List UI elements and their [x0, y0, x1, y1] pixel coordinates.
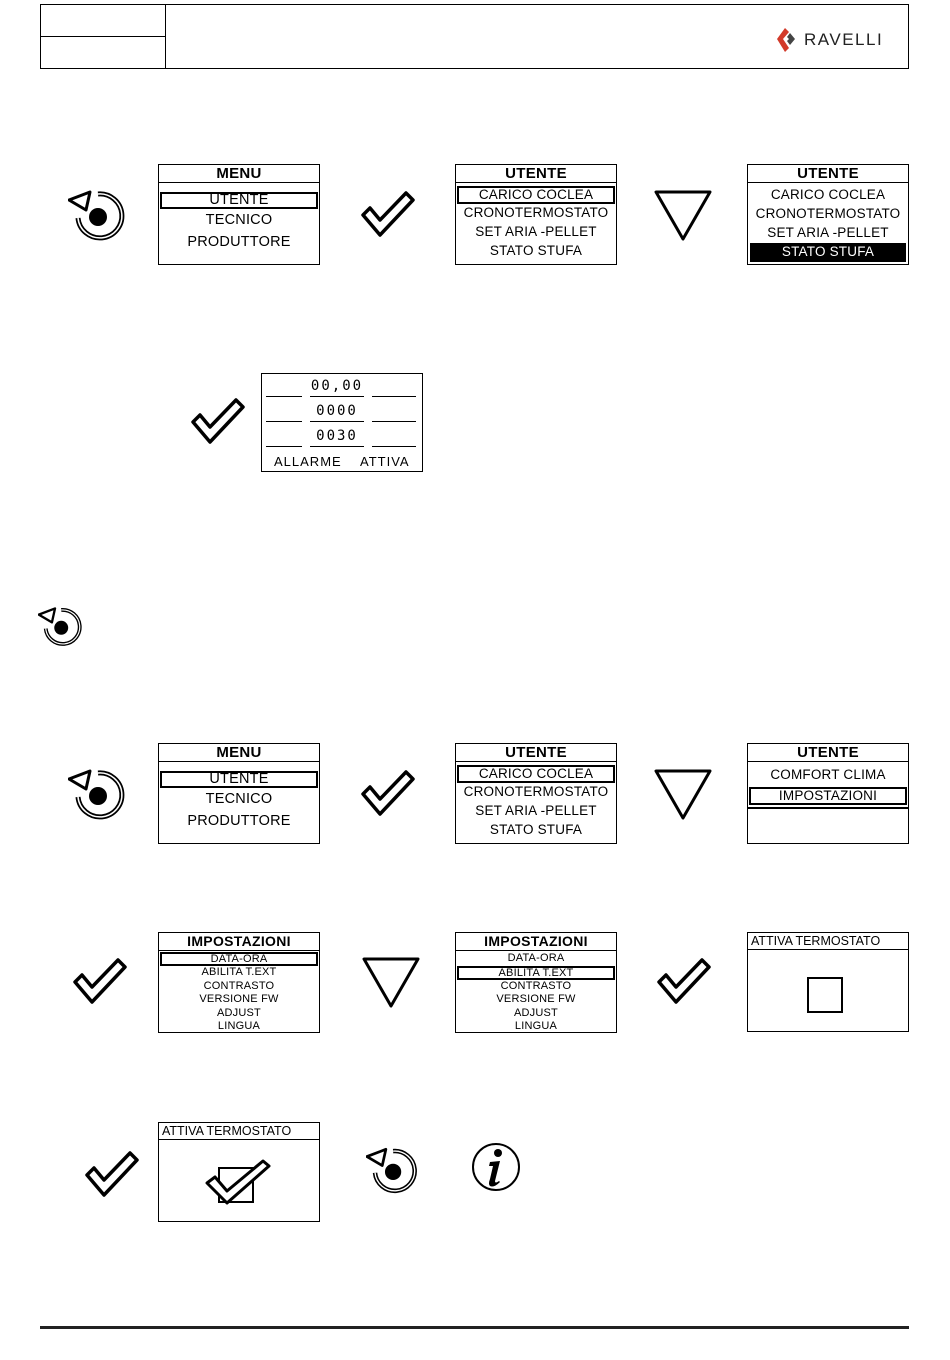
menu-item-cronotermostato[interactable]: CRONOTERMOSTATO [463, 205, 609, 220]
info-icon [470, 1141, 522, 1193]
menu-item-versione-fw[interactable]: VERSIONE FW [496, 993, 576, 1006]
utente-screen-stato [747, 164, 909, 265]
utente-screen [455, 164, 617, 265]
back-rotate-icon[interactable] [366, 1145, 422, 1197]
menu-item-cronotermostato[interactable]: CRONOTERMOSTATO [755, 206, 901, 221]
menu-item-carico-coclea[interactable]: CARICO COCLEA [457, 765, 615, 783]
divider [266, 421, 302, 422]
menu-item-tecnico[interactable]: TECNICO [205, 791, 273, 807]
screen-title: UTENTE [748, 165, 908, 183]
menu-item-adjust[interactable]: ADJUST [217, 1006, 261, 1019]
footer-line [40, 1326, 909, 1329]
menu-item-tecnico[interactable]: TECNICO [205, 212, 273, 228]
menu-item-stato-stufa[interactable]: STATO STUFA [750, 243, 906, 262]
checkmark-icon[interactable] [84, 1150, 140, 1200]
brand-logo [776, 27, 883, 53]
menu-item-cronotermostato[interactable]: CRONOTERMOSTATO [463, 784, 609, 799]
menu-screen [158, 743, 320, 844]
stato-value-3: 0030 [316, 428, 358, 444]
down-triangle-icon[interactable] [362, 957, 420, 1009]
menu-item-carico-coclea[interactable]: CARICO COCLEA [457, 186, 615, 204]
brand-name: RAVELLI [804, 30, 884, 49]
impostazioni-screen [455, 932, 617, 1033]
menu-item-abilita-text[interactable]: ABILITA T.EXT [457, 966, 615, 980]
divider [310, 446, 364, 447]
divider [266, 446, 302, 447]
menu-item-lingua[interactable]: LINGUA [217, 1020, 261, 1033]
screen-title: MENU [159, 744, 319, 762]
impostazioni-screen [158, 932, 320, 1033]
back-rotate-icon[interactable] [68, 767, 130, 823]
checkmark-icon[interactable] [72, 957, 128, 1007]
menu-item-contrasto[interactable]: CONTRASTO [203, 979, 275, 992]
menu-item-set-aria-pellet[interactable]: SET ARIA -PELLET [475, 803, 597, 818]
screen-title: UTENTE [456, 744, 616, 762]
checkmark-icon[interactable] [190, 397, 246, 447]
header-cell-top [40, 4, 166, 37]
divider [266, 396, 302, 397]
brand-mark-icon [776, 27, 796, 53]
stato-stufa-screen [261, 373, 423, 472]
utente-screen-impostazioni [747, 743, 909, 844]
menu-item-utente[interactable]: UTENTE [160, 192, 318, 209]
menu-item-utente[interactable]: UTENTE [160, 771, 318, 788]
menu-item-stato-stufa[interactable]: STATO STUFA [489, 822, 583, 837]
menu-item-contrasto[interactable]: CONTRASTO [500, 979, 572, 992]
menu-item-produttore[interactable]: PRODUTTORE [187, 813, 291, 829]
thermostat-screen-on [158, 1122, 320, 1222]
back-rotate-icon[interactable] [68, 188, 130, 244]
divider [372, 446, 416, 447]
screen-title: UTENTE [748, 744, 908, 762]
menu-item-produttore[interactable]: PRODUTTORE [187, 234, 291, 250]
screen-title: IMPOSTAZIONI [159, 933, 319, 951]
divider [372, 421, 416, 422]
menu-item-versione-fw[interactable]: VERSIONE FW [199, 993, 279, 1006]
stato-value-2: 0000 [316, 403, 358, 419]
divider [748, 807, 908, 809]
screen-title: IMPOSTAZIONI [456, 933, 616, 951]
down-triangle-icon[interactable] [654, 769, 712, 821]
menu-item-data-ora[interactable]: DATA-ORA [507, 952, 565, 964]
header-cell-bottom [40, 36, 166, 69]
stato-allarme-label: ALLARME [274, 454, 342, 469]
checkmark-icon[interactable] [360, 769, 416, 819]
divider [310, 396, 364, 397]
menu-item-adjust[interactable]: ADJUST [514, 1006, 558, 1019]
screen-title: ATTIVA TERMOSTATO [748, 933, 908, 950]
thermostat-checkbox[interactable] [807, 977, 843, 1013]
divider [372, 396, 416, 397]
down-triangle-icon[interactable] [654, 190, 712, 242]
menu-item-stato-stufa[interactable]: STATO STUFA [489, 243, 583, 258]
utente-screen [455, 743, 617, 844]
back-rotate-icon[interactable] [38, 604, 86, 650]
screen-title: ATTIVA TERMOSTATO [159, 1123, 319, 1140]
menu-item-set-aria-pellet[interactable]: SET ARIA -PELLET [767, 225, 889, 240]
menu-item-lingua[interactable]: LINGUA [514, 1020, 558, 1033]
stato-attiva-label: ATTIVA [360, 454, 410, 469]
checkmark-icon[interactable] [360, 190, 416, 240]
screen-title: UTENTE [456, 165, 616, 183]
checked-tick-icon [205, 1159, 271, 1207]
menu-item-set-aria-pellet[interactable]: SET ARIA -PELLET [475, 224, 597, 239]
menu-item-abilita-text[interactable]: ABILITA T.EXT [201, 966, 277, 978]
menu-item-data-ora[interactable]: DATA-ORA [160, 952, 318, 966]
menu-item-impostazioni[interactable]: IMPOSTAZIONI [749, 787, 907, 805]
screen-title: MENU [159, 165, 319, 183]
checkmark-icon[interactable] [656, 957, 712, 1007]
divider [310, 421, 364, 422]
menu-item-carico-coclea[interactable]: CARICO COCLEA [770, 187, 886, 202]
thermostat-screen-off [747, 932, 909, 1032]
menu-screen [158, 164, 320, 265]
menu-item-comfort-clima[interactable]: COMFORT CLIMA [770, 767, 886, 782]
stato-value-1: 00,00 [310, 378, 364, 394]
